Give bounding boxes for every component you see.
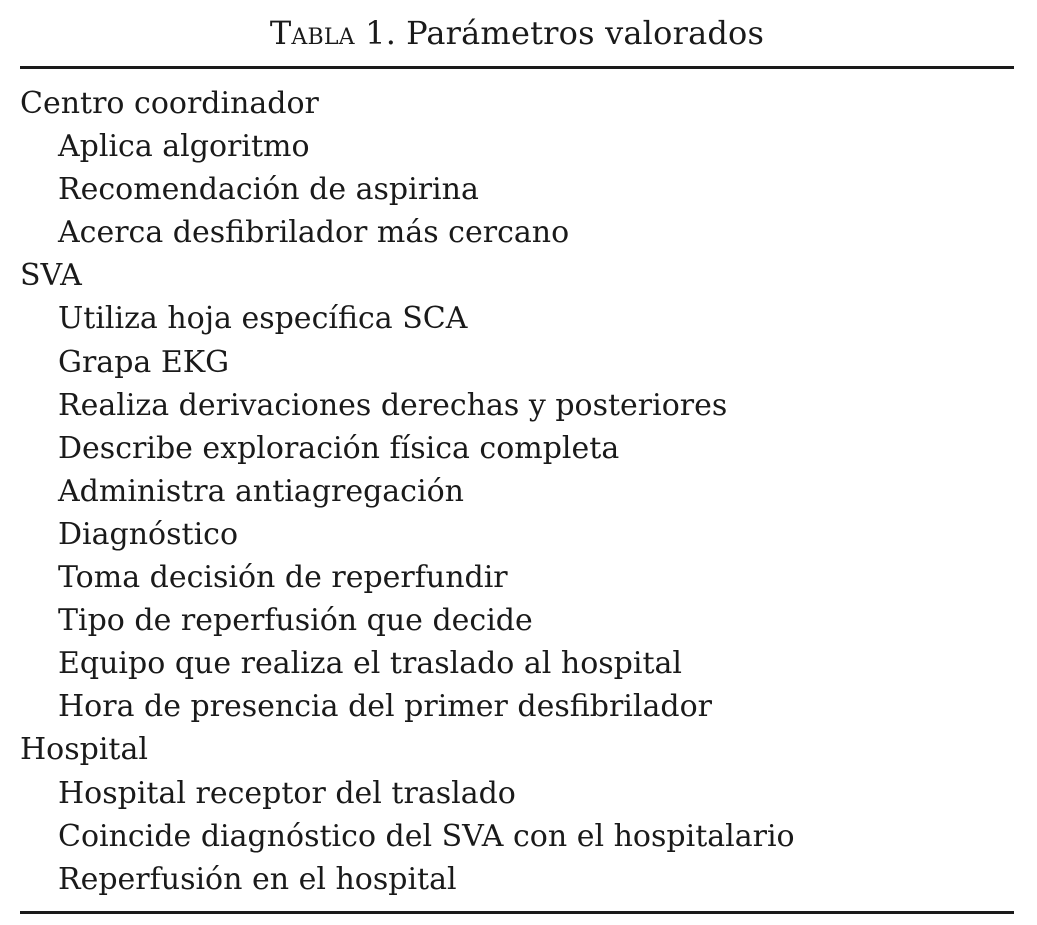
table-row: Grapa EKG bbox=[58, 344, 230, 380]
parameters-table bbox=[20, 0, 1014, 914]
table-row: Acerca desfibrilador más cercano bbox=[58, 215, 570, 251]
table-row: Administra antiagregación bbox=[58, 473, 464, 509]
table-row: Diagnóstico bbox=[58, 516, 239, 552]
table-row: Describe exploración física completa bbox=[58, 430, 620, 466]
group-title-centro-coordinador: Centro coordinador bbox=[20, 86, 319, 121]
caption-label: Tabla 1. bbox=[269, 14, 397, 52]
table-row: Hora de presencia del primer desfibrilador bbox=[58, 689, 712, 725]
table-row: Coincide diagnóstico del SVA con el hospitalario bbox=[58, 818, 795, 854]
table-row: Realiza derivaciones derechas y posteriores bbox=[58, 387, 728, 423]
caption-title: Parámetros valorados bbox=[406, 14, 765, 52]
table-row: Utiliza hoja específica SCA bbox=[58, 301, 468, 337]
table-row: Aplica algoritmo bbox=[58, 129, 310, 165]
table-body bbox=[20, 69, 1014, 911]
table-row: Tipo de reperfusión que decide bbox=[58, 603, 533, 639]
bottom-rule bbox=[20, 911, 1014, 914]
group-title-sva: SVA bbox=[20, 258, 82, 294]
table-row: Hospital receptor del traslado bbox=[58, 775, 516, 811]
group-title-hospital: Hospital bbox=[20, 732, 148, 768]
table-row: Equipo que realiza el traslado al hospital bbox=[58, 646, 683, 682]
table-caption bbox=[20, 0, 1014, 66]
table-row: Toma decisión de reperfundir bbox=[58, 560, 508, 596]
table-row: Reperfusión en el hospital bbox=[58, 861, 457, 897]
table-row: Recomendación de aspirina bbox=[58, 172, 479, 208]
